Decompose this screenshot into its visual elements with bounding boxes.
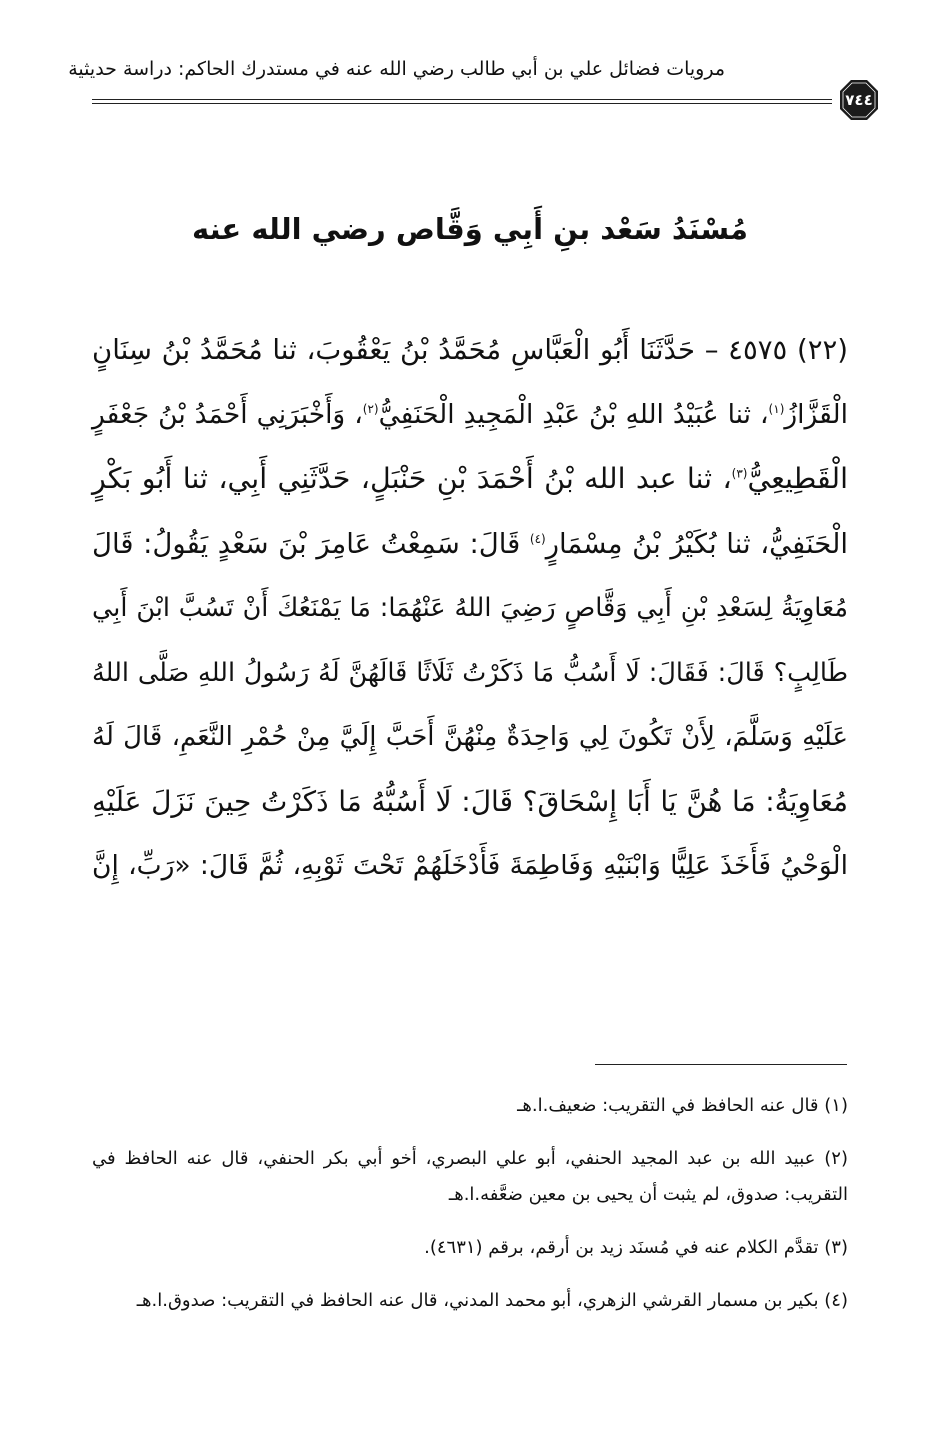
body-line-3 bbox=[92, 447, 848, 512]
body-line-2 bbox=[92, 383, 848, 448]
footnote-ref[interactable]: (٤) bbox=[529, 531, 546, 546]
body-line-text: ، ثنا عُبَيْدُ اللهِ بْنُ عَبْدِ الْمَجِيدِ الْحَنَفِيُّ bbox=[378, 398, 769, 430]
section-title: مُسْنَدُ سَعْد بنِ أَبِي وَقَّاص رضي الله عنه bbox=[192, 212, 748, 246]
body-line-text: ، وَأَخْبَرَنِي أَحْمَدُ بْنُ جَعْفَرٍ bbox=[92, 398, 363, 430]
body-line-text: الْقَطِيعِيُّ bbox=[747, 462, 848, 495]
footnote-ref[interactable]: (١) bbox=[768, 401, 785, 416]
footnote-4: (٤) بكير بن مسمار القرشي الزهري، أبو محمد المدني، قال عنه الحافظ في التقريب: صدوق.ا.هـ bbox=[136, 1290, 848, 1311]
footnote-separator bbox=[595, 1064, 847, 1065]
body-line-text: – حَدَّثَنَا أَبُو الْعَبَّاسِ مُحَمَّدُ بْنُ يَعْقُوبَ، ثنا مُحَمَّدُ بْنُ سِنَانٍ bbox=[92, 334, 719, 366]
body-line-6: طَالِبٍ؟ قَالَ: فَقَالَ: لَا أَسُبُّ مَا ذَكَرْتُ ثَلَاثًا قَالَهُنَّ لَهُ رَسُولُ اللهِ صَلَّى اللهُ bbox=[92, 657, 848, 688]
body-line-text: الْقَزَّازُ bbox=[784, 398, 848, 430]
footnote-1: (١) قال عنه الحافظ في التقريب: ضعيف.ا.هـ bbox=[517, 1095, 848, 1116]
footnote-3: (٣) تقدَّم الكلام عنه في مُسنَد زيد بن أرقم، برقم (٤٦٣١). bbox=[424, 1237, 848, 1258]
body-line-7: عَلَيْهِ وَسَلَّمَ، لِأَنْ تَكُونَ لِي وَاحِدَةٌ مِنْهُنَّ أَحَبَّ إِلَيَّ مِنْ حُمْرِ النَّعَمِ، قَالَ لَهُ bbox=[92, 722, 848, 752]
body-line-text: الْحَنَفِيُّ، ثنا بُكَيْرُ بْنُ مِسْمَارٍ bbox=[545, 527, 849, 560]
footnote-ref[interactable]: (٢) bbox=[362, 401, 379, 416]
body-line-text: قَالَ: سَمِعْتُ عَامِرَ بْنَ سَعْدٍ يَقُولُ: قَالَ bbox=[92, 527, 530, 560]
body-line-9: الْوَحْيُ فَأَخَذَ عَلِيًّا وَابْنَيْهِ وَفَاطِمَةَ فَأَدْخَلَهُمْ تَحْتَ ثَوْبِهِ، ثُمَّ قَالَ: «رَبِّ، إِنَّ bbox=[92, 850, 848, 881]
header-rule-top bbox=[92, 99, 832, 100]
header-rule-bottom bbox=[92, 103, 832, 104]
hadith-number: (٢٢) ٤٥٧٥ bbox=[728, 334, 848, 366]
body-line-text: ، ثنا عبد الله بْنُ أَحْمَدَ بْنِ حَنْبَلٍ، حَدَّثَنِي أَبِي، ثنا أَبُو بَكْرٍ bbox=[92, 462, 732, 495]
page-number: ٧٤٤ bbox=[845, 91, 873, 109]
body-line-1 bbox=[92, 318, 848, 383]
body-line-8: مُعَاوِيَةُ: مَا هُنَّ يَا أَبَا إِسْحَاقَ؟ قَالَ: لَا أَسُبُّهُ مَا ذَكَرْتُ حِينَ نَزَلَ عَلَيْهِ bbox=[92, 784, 848, 818]
footnotes bbox=[92, 1088, 848, 1336]
footnote-2: (٢) عبيد الله بن عبد المجيد الحنفي، أبو علي البصري، أخو أبي بكر الحنفي، قال عنه الحافظ في التقريب: صدوق، لم يثبت أن يحيى بن معين ضعَّفه.ا.هـ bbox=[92, 1148, 848, 1205]
footnote-ref[interactable]: (٣) bbox=[731, 466, 748, 481]
page-number-badge bbox=[838, 78, 880, 122]
body-line-5: مُعَاوِيَةُ لِسَعْدِ بْنِ أَبِي وَقَّاصٍ رَضِيَ اللهُ عَنْهُمَا: مَا يَمْنَعُكَ أَنْ تَسُبَّ ابْنَ أَبِي bbox=[92, 593, 848, 623]
hadith-body bbox=[92, 318, 848, 899]
body-line-4 bbox=[92, 512, 848, 577]
running-header-title: مرويات فضائل علي بن أبي طالب رضي الله عنه في مستدرك الحاكم: دراسة حديثية bbox=[68, 58, 725, 80]
